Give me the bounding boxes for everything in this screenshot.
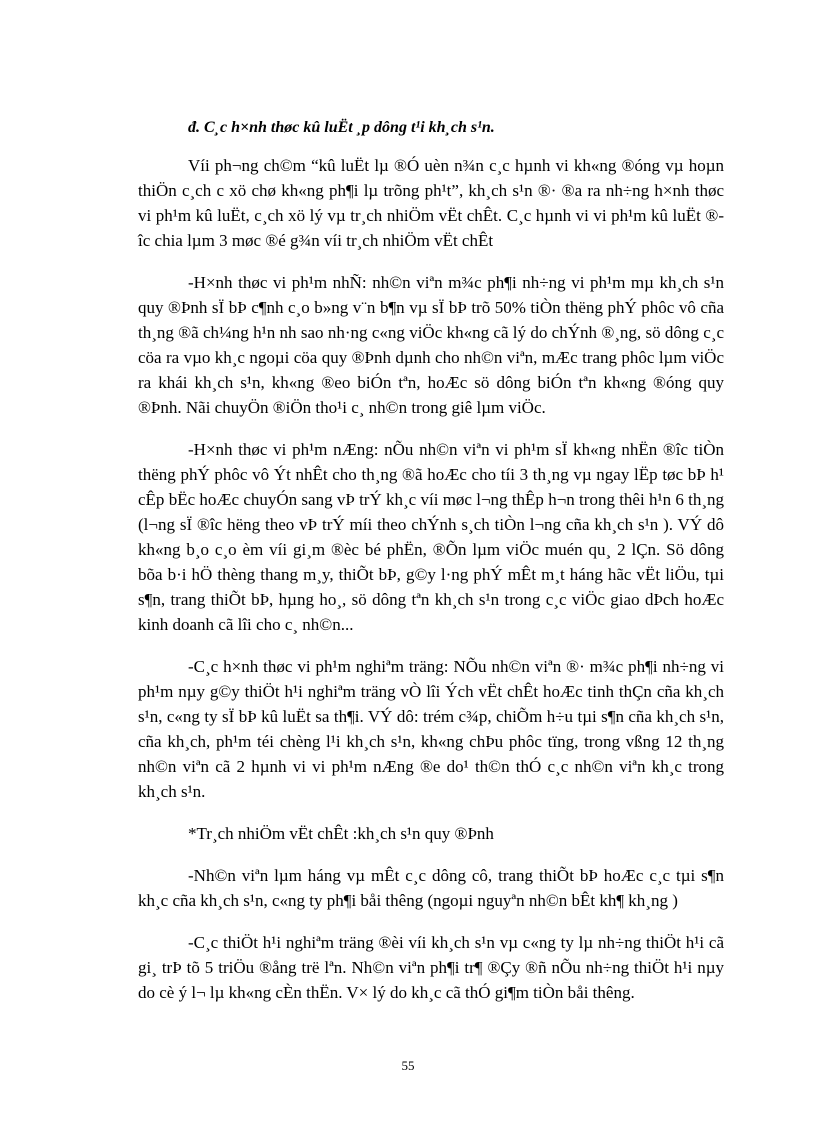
page-body [138,113,724,1005]
page-number: 55 [401,1058,415,1073]
paragraph-serious-violation: -H×nh thøc vi ph¹m nÆng: nÕu nh©n viªn vi ph¹m sÏ kh«ng nhËn ®îc tiÒn thëng phÝ phôc vô Ýt nhÊt cho th¸ng ®ã hoÆc cho tíi 3 th¸ng vµ ngay lËp tøc bÞ h¹ cÊp bËc hoÆc chuyÓn sang vÞ trÝ kh¸c víi møc l¬ng thÊp h¬n trong thêi h¹n 6 th¸ng (l¬ng sÏ ®îc hëng theo vÞ trÝ míi theo chÝnh s¸ch tiÒn l¬ng cña kh¸ch s¹n ). VÝ dô kh«ng b¸o c¸o èm víi gi¸m ®èc bé phËn, ®Õn lµm viÖc muén qu¸ 2 lÇn. Sö dông bõa b·i hÖ thèng thang m¸y, thiÕt bÞ, g©y l·ng phÝ mÊt m¸t háng hãc vËt liÖu, tµi s¶n, trang thiÕt bÞ, hµng ho¸, sö dông tªn kh¸ch s¹n trong c¸c viÖc giao dÞch hoÆc kinh doanh cã lîi cho c¸ nh©n... [138,440,724,634]
paragraph-intro: Víi ph¬ng ch©m “kû luËt lµ ®Ó uèn n¾n c¸c hµnh vi kh«ng ®óng vµ hoµn thiÖn c¸ch c xö chø kh«ng ph¶i lµ trõng ph¹t”, kh¸ch s¹n ®· ®a ra nh÷ng h×nh thøc vi ph¹m kû luËt, c¸ch xö lý vµ tr¸ch nhiÖm vËt chÊt. C¸c hµnh vi vi ph¹m kû luËt ®îc chia lµm 3 møc ®é g¾n víi tr¸ch nhiÖm vËt chÊt [138,156,724,250]
paragraph-major-damage: -C¸c thiÖt h¹i nghiªm träng ®èi víi kh¸ch s¹n vµ c«ng ty lµ nh÷ng thiÖt h¹i cã gi¸ trÞ tõ 5 triÖu ®ång trë lªn. Nh©n viªn ph¶i tr¶ ®Çy ®ñ nÕu nh÷ng thiÖt h¹i nµy do cè ý l¬ lµ kh«ng cÈn thËn. V× lý do kh¸c cã thÓ gi¶m tiÒn båi thêng. [138,933,724,1002]
paragraph-minor-violation: -H×nh thøc vi ph¹m nhÑ: nh©n viªn m¾c ph¶i nh÷ng vi ph¹m mµ kh¸ch s¹n quy ®Þnh sÏ bÞ c¶nh c¸o b»ng v¨n b¶n vµ sÏ bÞ trõ 50% tiÒn thëng phÝ phôc vô cña th¸ng ®ã ch¼ng h¹n nh sao nh·ng c«ng viÖc kh«ng cã lý do chÝnh ®¸ng, sö dông c¸c cöa ra vµo kh¸c ngoµi cöa quy ®Þnh dµnh cho nh©n viªn, mÆc trang phôc lµm viÖc ra khái kh¸ch s¹n, kh«ng ®eo biÓn tªn, hoÆc sö dông biÓn tªn kh«ng ®óng quy ®Þnh. Nãi chuyÖn ®iÖn tho¹i c¸ nh©n trong giê lµm viÖc. [138,273,724,417]
paragraph-material-liability: *Tr¸ch nhiÖm vËt chÊt :kh¸ch s¹n quy ®Þnh [188,824,494,843]
paragraph-compensation: -Nh©n viªn lµm háng vµ mÊt c¸c dông cô, trang thiÕt bÞ hoÆc c¸c tµi s¶n kh¸c cña kh¸ch s¹n, c«ng ty ph¶i båi thêng (ngoµi nguyªn nh©n bÊt kh¶ kh¸ng ) [138,866,724,910]
section-heading: đ. C¸c h×nh thøc kû luËt ¸p dông t¹i kh¸ch s¹n. [188,119,495,136]
paragraph-grave-violation: -C¸c h×nh thøc vi ph¹m nghiªm träng: NÕu nh©n viªn ®· m¾c ph¶i nh÷ng vi ph¹m nµy g©y thiÖt h¹i nghiªm träng vÒ lîi Ých vËt chÊt hoÆc tinh thÇn cña kh¸ch s¹n, c«ng ty sÏ bÞ kû luËt sa th¶i. VÝ dô: trém c¾p, chiÕm h÷u tµi s¶n cña kh¸ch s¹n, cña kh¸ch, ph¹m téi chèng l¹i kh¸ch s¹n, kh«ng chÞu phôc tïng, trong vßng 12 th¸ng nh©n viªn cã 2 hµnh vi vi ph¹m nÆng ®e do¹ th©n thÓ c¸c nh©n viªn kh¸c trong kh¸ch s¹n. [138,657,724,801]
